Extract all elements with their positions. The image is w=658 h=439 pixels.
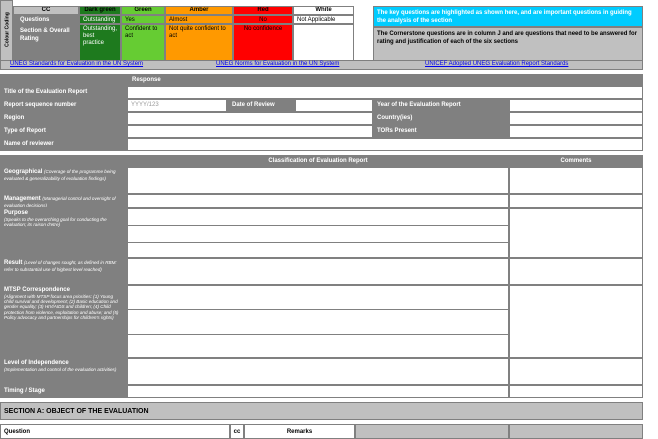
- purpose-response[interactable]: [127, 208, 509, 258]
- title-input[interactable]: [127, 86, 643, 99]
- legend-header-green: Green: [121, 6, 165, 15]
- response-header: Response: [127, 74, 643, 86]
- legend-header-cc: CC: [13, 6, 79, 15]
- management-response[interactable]: [127, 194, 509, 208]
- type-label: Type of Report: [0, 125, 127, 138]
- legend-header-white: White: [293, 6, 354, 15]
- year-input[interactable]: [509, 99, 643, 112]
- legend-r-dark-green: Outstanding, best practice: [79, 24, 121, 61]
- legend-row-questions-label: Questions: [13, 15, 79, 24]
- title-label: Title of the Evaluation Report: [0, 86, 127, 99]
- classification-independence: Level of Independence (Implementation and control of the evaluation activities): [0, 358, 127, 385]
- country-label: Country(ies): [373, 112, 509, 125]
- cc-header: cc: [230, 424, 244, 439]
- legend-r-green: Confident to act: [121, 24, 165, 61]
- result-comments[interactable]: [509, 258, 643, 285]
- date-input[interactable]: [295, 99, 373, 112]
- section-a-col-blank: [355, 424, 509, 439]
- country-input[interactable]: [509, 112, 643, 125]
- purpose-comments[interactable]: [509, 208, 643, 258]
- legend-q-red: No: [233, 15, 293, 24]
- region-input[interactable]: [127, 112, 373, 125]
- mtsp-comments[interactable]: [509, 285, 643, 358]
- classification-mtsp: MTSP Correspondence (Alignment with MTSP focus area priorities: (1) Young child survival and development; (2) Basic education and gender equality; (3) HIV/AIDS and children; (4) Child protection from violence, exploitation and abuse; and (5) Policy advocacy and partnerships for children's rights): [0, 285, 127, 358]
- legend-r-red: No confidence: [233, 24, 293, 61]
- tors-label: TORs Present: [373, 125, 509, 138]
- classification-header: Classification of Evaluation Report: [127, 155, 509, 167]
- mtsp-row-divider: [127, 334, 509, 335]
- geographical-response[interactable]: [127, 167, 509, 194]
- mtsp-response[interactable]: [127, 285, 509, 358]
- type-input[interactable]: [127, 125, 373, 138]
- result-response[interactable]: [127, 258, 509, 285]
- uneg-norms-link[interactable]: UNEG Norms for Evaluation in the UN System: [216, 61, 340, 67]
- key-questions-note: The key questions are highlighted as shown here, and are important questions in guiding the analysis of the section: [373, 6, 643, 27]
- legend-header-dark-green: Dark green: [79, 6, 121, 15]
- classification-timing: Timing / Stage: [0, 385, 127, 398]
- remarks-header: Remarks: [244, 424, 355, 439]
- legend-q-dark-green: Outstanding: [79, 15, 121, 24]
- year-label: Year of the Evaluation Report: [373, 99, 509, 112]
- purpose-row-divider: [127, 225, 509, 226]
- management-comments[interactable]: [509, 194, 643, 208]
- timing-response[interactable]: [127, 385, 509, 398]
- purpose-row-divider: [127, 242, 509, 243]
- legend-q-amber: Almost: [165, 15, 233, 24]
- reviewer-label: Name of reviewer: [0, 138, 127, 151]
- response-spacer: [0, 74, 127, 86]
- section-a-col-blank: [509, 424, 643, 439]
- mtsp-row-divider: [127, 309, 509, 310]
- cornerstone-note: The Cornerstone questions are in column J and are questions that need to be answered for rating and justification of each of the six sections: [373, 27, 643, 61]
- seq-input[interactable]: YYYY/123: [127, 99, 227, 112]
- independence-response[interactable]: [127, 358, 509, 385]
- legend-q-green: Yes: [121, 15, 165, 24]
- comments-header: Comments: [509, 155, 643, 167]
- timing-comments[interactable]: [509, 385, 643, 398]
- colour-coding-label: Colour Coding: [0, 0, 13, 61]
- legend-r-amber: Not quite confident to act: [165, 24, 233, 61]
- classification-geographical: Geographical (Coverage of the programme being evaluated & generalizability of evaluation findings): [0, 167, 127, 194]
- unicef-standards-link[interactable]: UNICEF Adopted UNEG Evaluation Report Standards: [425, 61, 569, 67]
- region-label: Region: [0, 112, 127, 125]
- tors-input[interactable]: [509, 125, 643, 138]
- question-header: Question: [0, 424, 230, 439]
- legend-header-red: Red: [233, 6, 293, 15]
- reviewer-input[interactable]: [127, 138, 643, 151]
- date-label: Date of Review: [227, 99, 295, 112]
- legend-r-white: [293, 24, 354, 61]
- legend-header-amber: Amber: [165, 6, 233, 15]
- seq-label: Report sequence number: [0, 99, 127, 112]
- uneg-standards-link[interactable]: UNEG Standards for Evaluation in the UN System: [10, 61, 144, 67]
- legend-row-rating-label: Section & Overall Rating: [13, 24, 79, 61]
- geographical-comments[interactable]: [509, 167, 643, 194]
- section-a-title: SECTION A: OBJECT OF THE EVALUATION: [0, 402, 643, 420]
- independence-comments[interactable]: [509, 358, 643, 385]
- legend-q-white: Not Applicable: [293, 15, 354, 24]
- classification-management: Management (Managerial control and oversight of evaluation decisions): [0, 194, 127, 208]
- classification-result: Result (Level of changes sought, as defined in RBM: refer to substantial use of highest level reached): [0, 258, 127, 285]
- classification-purpose: Purpose (Speaks to the overarching goal for conducting the evaluation; its raison d'etre): [0, 208, 127, 258]
- classification-spacer: [0, 155, 127, 167]
